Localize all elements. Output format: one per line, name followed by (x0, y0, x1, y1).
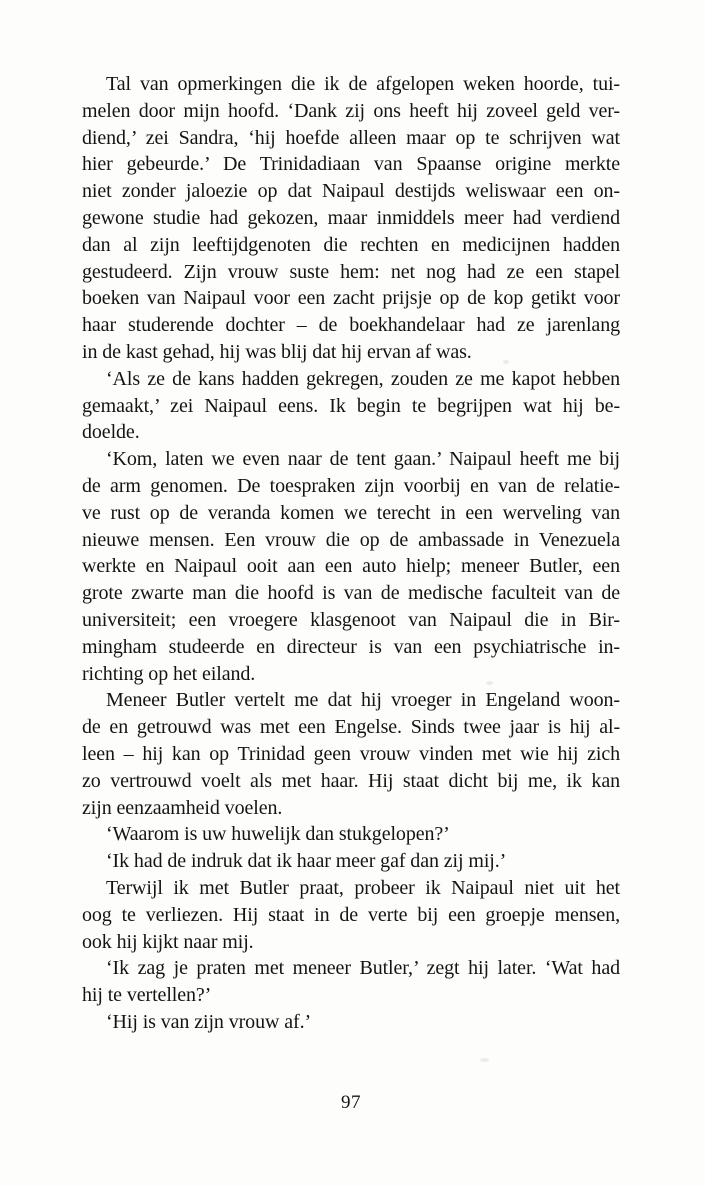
scan-speck (480, 1058, 489, 1062)
text-line: niet zonder jaloezie op dat Naipaul destijds weliswaar een on- (82, 180, 620, 203)
text-line: leen – hij kan op Trinidad geen vrouw vinden met wie hij zich (82, 742, 620, 765)
text-line: de en getrouwd was met een Engelse. Sinds twee jaar is hij al- (82, 716, 620, 739)
paragraph-8 (82, 955, 620, 1009)
paragraph-3 (82, 446, 620, 687)
text-line: zijn eenzaamheid voelen. (82, 796, 283, 819)
text-line: universiteit; een vroegere klasgenoot van Naipaul die in Bir- (82, 608, 620, 631)
text-line: de arm genomen. De toespraken zijn voorbij en van de relatie- (82, 474, 620, 497)
text-line: ook hij kijkt naar mij. (82, 930, 254, 953)
text-line: oog te verliezen. Hij staat in de verte bij een groepje mensen, (82, 903, 620, 926)
text-line: ‘Ik had de indruk dat ik haar meer gaf dan zij mij.’ (106, 850, 507, 873)
body-text (82, 71, 620, 1036)
scan-speck (503, 360, 509, 364)
text-line: ‘Als ze de kans hadden gekregen, zouden ze me kapot hebben (106, 367, 620, 390)
text-line: diend,’ zei Sandra, ‘hij hoefde alleen maar op te schrijven wat (82, 126, 620, 149)
text-line: doelde. (82, 421, 140, 444)
paragraph-5 (82, 821, 620, 848)
text-line: ‘Kom, laten we even naar de tent gaan.’ Naipaul heeft me bij (106, 448, 620, 471)
text-line: grote zwarte man die hoofd is van de medische faculteit van de (82, 582, 620, 605)
text-line: nieuwe mensen. Een vrouw die op de ambassade in Venezuela (82, 528, 620, 551)
text-line: Terwijl ik met Butler praat, probeer ik Naipaul niet uit het (106, 876, 620, 899)
page-number: 97 (341, 1092, 361, 1113)
text-line: werkte en Naipaul ooit aan een auto hielp; meneer Butler, een (82, 555, 620, 578)
text-line: dan al zijn leeftijdgenoten die rechten en medicijnen hadden (82, 233, 620, 256)
text-line: ‘Ik zag je praten met meneer Butler,’ zegt hij later. ‘Wat had (106, 957, 620, 980)
text-line: ‘Waarom is uw huwelijk dan stukgelopen?’ (106, 823, 450, 846)
paragraph-6 (82, 848, 620, 875)
text-line: zo vertrouwd voelt als met haar. Hij staat dicht bij me, ik kan (82, 769, 620, 792)
text-line: boeken van Naipaul voor een zacht prijsje op de kop getikt voor (82, 287, 620, 310)
text-line: hier gebeurde.’ De Trinidadiaan van Spaanse origine merkte (82, 153, 620, 176)
text-line: in de kast gehad, hij was blij dat hij ervan af was. (82, 340, 472, 363)
text-line: haar studerende dochter – de boekhandelaar had ze jarenlang (82, 314, 620, 337)
paragraph-7 (82, 875, 620, 955)
text-line: ve rust op de veranda komen we terecht in een werveling van (82, 501, 620, 524)
text-line: gewone studie had gekozen, maar inmiddels meer had verdiend (82, 206, 620, 229)
text-line: gestudeerd. Zijn vrouw suste hem: net nog had ze een stapel (82, 260, 620, 283)
scan-speck (486, 681, 493, 685)
paragraph-1 (82, 71, 620, 366)
text-line: gemaakt,’ zei Naipaul eens. Ik begin te begrijpen wat hij be- (82, 394, 620, 417)
text-line: Tal van opmerkingen die ik de afgelopen weken hoorde, tui- (106, 73, 620, 95)
text-line: richting op het eiland. (82, 662, 256, 685)
paragraph-9 (82, 1009, 620, 1036)
text-line: mingham studeerde en directeur is van een psychiatrische in- (82, 635, 620, 658)
paragraph-4 (82, 687, 620, 821)
text-line: Meneer Butler vertelt me dat hij vroeger in Engeland woon- (106, 689, 620, 712)
text-line: hij te vertellen?’ (82, 984, 212, 1007)
paragraph-2 (82, 366, 620, 446)
text-line: ‘Hij is van zijn vrouw af.’ (106, 1010, 312, 1033)
text-line: melen door mijn hoofd. ‘Dank zij ons heeft hij zoveel geld ver- (82, 99, 620, 122)
